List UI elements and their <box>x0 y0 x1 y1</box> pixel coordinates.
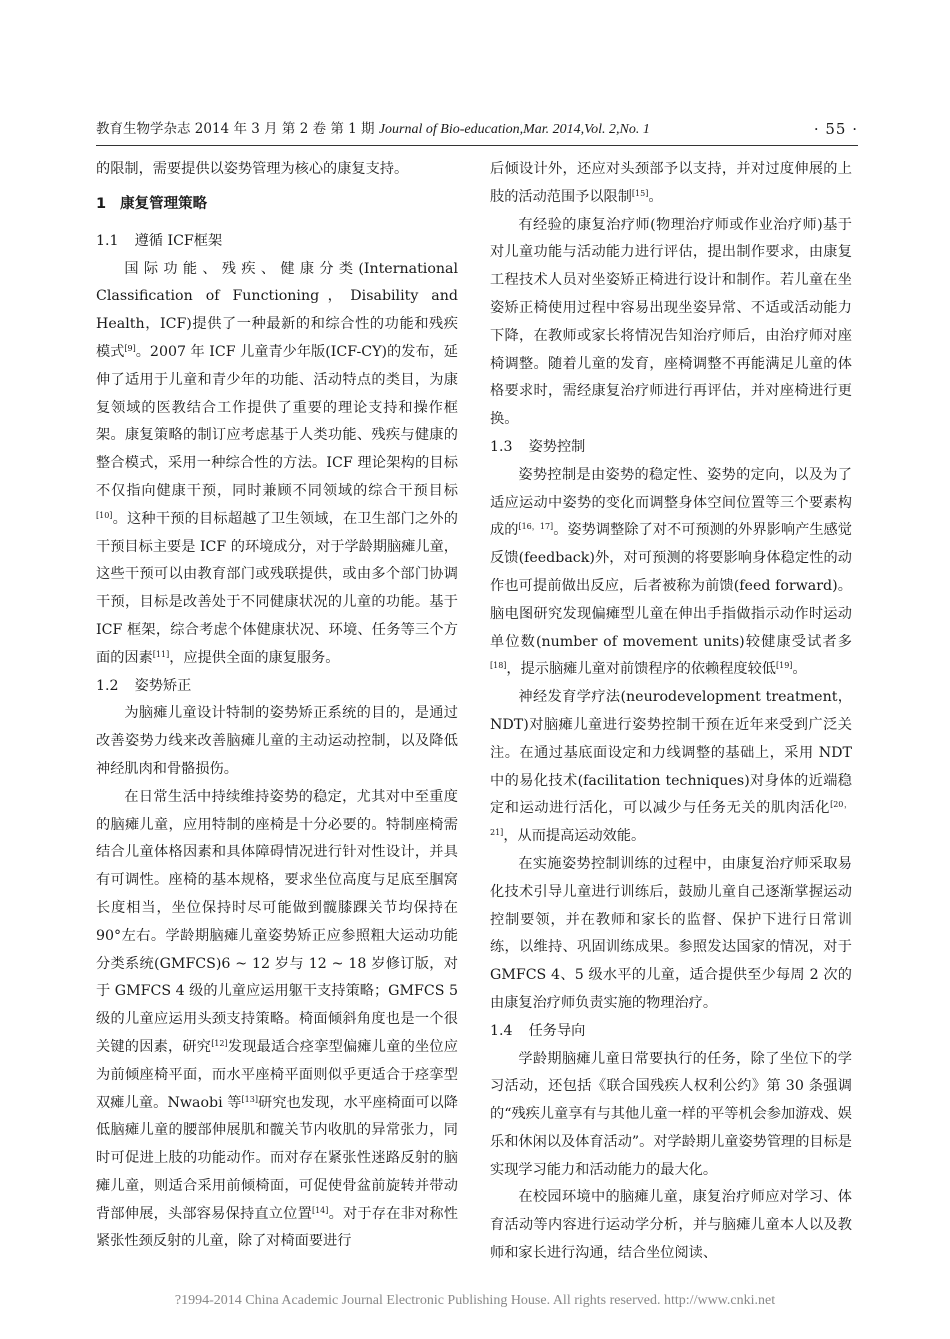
citation: [20，21] <box>490 800 852 838</box>
paragraph: 有经验的康复治疗师(物理治疗师或作业治疗师)基于对儿童功能与活动能力进行评估，提出制作要求，由康复工程技术人员对坐姿矫正椅进行设计和制作。若儿童在坐姿矫正椅使用过程中容易出现坐姿异常、不适或活动能力下降，在教师或家长将情况告知治疗师后，由治疗师对座椅调整。随着儿童的发育，座椅调整不再能满足儿童的体格要求时，需经康复治疗师进行再评估，并对座椅进行更换。 <box>490 216 852 428</box>
subsection-heading <box>96 673 458 701</box>
citation: [10] <box>96 510 113 520</box>
citation: [12] <box>211 1038 228 1048</box>
citation: [13] <box>241 1094 258 1104</box>
running-header <box>96 118 858 140</box>
subsection-number: 1.2 <box>96 677 119 694</box>
section-number: 1 <box>96 195 107 212</box>
subsection-heading <box>96 228 458 256</box>
paragraph: 后倾设计外，还应对头颈部予以支持，并对过度伸展的上肢的活动范围予以限制[15]。 <box>490 161 852 205</box>
paragraph: 姿势控制是由姿势的稳定性、姿势的定向，以及为了适应运动中姿势的变化而调整身体空间位置等三个要素构成的[16，17]。姿势调整除了对不可预测的外界影响产生感觉反馈(feedback)外，对可预测的将要影响身体稳定性的动作也可提前做出反应，后者被称为前馈(feed forward)。脑电图研究发现偏瘫型儿童在伸出手指做指示动作时运动单位数(number of movement units)较健康受试者多[18]，提示脑瘫儿童对前馈程序的依赖程度较低[19]。 <box>490 466 852 678</box>
subsection-heading <box>490 1018 852 1046</box>
citation: [9] <box>124 343 136 353</box>
subsection-heading <box>490 434 852 462</box>
journal-name-cn: 教育生物学杂志 2014 年 3 月 第 2 卷 第 1 期 <box>96 121 375 137</box>
paragraph: 国际功能、残疾、健康分类(International Classification of Functioning，Disability and Health，ICF)提供了一种最新的和综合性的功能和残疾模式[9]。2007 年 ICF 儿童青少年版(ICF-CY)的发布，延伸了适用于儿童和青少年的功能、活动特点的类目，为康复领域的医教结合工作提供了重要的理论支持和操作框架。康复策略的制订应考虑基于人类功能、残疾与健康的整合模式，采用一种综合性的方法。ICF 理论架构的目标不仅指向健康干预，同时兼顾不同领域的综合干预目标[10]。这种干预的目标超越了卫生领域，在卫生部门之外的干预目标主要是 ICF 的环境成分，对于学龄期脑瘫儿童，这些干预可以由教育部门或残联提供，或由多个部门协调干预，目标是改善处于不同健康状况的儿童的功能。基于 ICF 框架，综合考虑个体健康状况、环境、任务等三个方面的因素[11]，应提供全面的康复服务。 <box>96 260 458 666</box>
right-column <box>490 156 852 1268</box>
paragraph: 的限制，需要提供以姿势管理为核心的康复支持。 <box>96 161 409 177</box>
copyright-footer: ?1994-2014 China Academic Journal Electronic Publishing House. All rights reserved. http://www.cnki.net <box>174 1293 776 1308</box>
paragraph: 学龄期脑瘫儿童日常要执行的任务，除了坐位下的学习活动，还包括《联合国残疾人权利公约》第 30 条强调的“残疾儿童享有与其他儿童一样的平等机会参加游戏、娱乐和休闲以及体育活动”。对学龄期儿童姿势管理的目标是实现学习能力和活动能力的最大化。 <box>490 1050 852 1178</box>
subsection-title: 姿势控制 <box>528 438 586 455</box>
section-heading <box>96 184 458 224</box>
section-title: 康复管理策略 <box>120 195 208 212</box>
subsection-number: 1.1 <box>96 232 119 249</box>
subsection-number: 1.3 <box>490 438 513 455</box>
citation: [11] <box>152 649 170 659</box>
citation: [15] <box>631 188 649 198</box>
paragraph: 神经发育学疗法(neurodevelopment treatment，NDT)对脑瘫儿童进行姿势控制干预在近年来受到广泛关注。在通过基底面设定和力线调整的基础上，采用 NDT 中的易化技术(facilitation techniques)对身体的近端稳定和运动进行活化，可以减少与任务无关的肌肉活化[20，21]，从而提高运动效能。 <box>490 689 852 845</box>
paragraph: 在日常生活中持续维持姿势的稳定，尤其对中至重度的脑瘫儿童，应用特制的座椅是十分必要的。特制座椅需结合儿童体格因素和具体障碍情况进行针对性设计，并具有可调性。座椅的基本规格，要求坐位高度与足底至腘窝长度相当，坐位保持时尽可能做到髋膝踝关节均保持在 90°左右。学龄期脑瘫儿童姿势矫正应参照粗大运动功能分类系统(GMFCS)6 ~ 12 岁与 12 ~ 18 岁修订版，对于 GMFCS 4 级的儿童应运用躯干支持策略；GMFCS 5 级的儿童应运用头颈支持策略。椅面倾斜角度也是一个很关键的因素，研究[12]发现最适合痉挛型偏瘫儿童的坐位应为前倾座椅平面，而水平座椅平面则似乎更适合于痉挛型双瘫儿童。Nwaobi 等[13]研究也发现，水平座椅面可以降低脑瘫儿童的腰部伸展肌和髋关节内收肌的异常张力，同时可促进上肢的功能动作。而对存在紧张性迷路反射的脑瘫儿童，则适合采用前倾椅面，可促使骨盆前旋转并带动背部伸展，头部容易保持直立位置[14]。对于存在非对称性紧张性颈反射的儿童，除了对椅面要进行 <box>96 788 458 1250</box>
journal-name-en: Journal of Bio-education,Mar. 2014,Vol. 2,No. 1 <box>378 122 650 137</box>
header-rule <box>96 145 858 146</box>
subsection-title: 姿势矫正 <box>134 677 192 694</box>
page-number: · 55 · <box>813 120 858 138</box>
citation: [14] <box>311 1205 329 1215</box>
journal-citation <box>96 118 650 141</box>
citation: [16，17] <box>518 522 554 532</box>
citation: [19] <box>776 661 793 671</box>
citation: [18] <box>490 661 507 671</box>
subsection-number: 1.4 <box>490 1022 513 1039</box>
paragraph: 在校园环境中的脑瘫儿童，康复治疗师应对学习、体育活动等内容进行运动学分析，并与脑瘫儿童本人以及教师和家长进行沟通，结合坐位阅读、 <box>490 1189 852 1262</box>
subsection-title: 任务导向 <box>528 1022 586 1039</box>
subsection-title: 遵循 ICF框架 <box>134 232 223 249</box>
left-column <box>96 156 458 1256</box>
paragraph: 在实施姿势控制训练的过程中，由康复治疗师采取易化技术引导儿童进行训练后，鼓励儿童自己逐渐掌握运动控制要领，并在教师和家长的监督、保护下进行日常训练，以维持、巩固训练成果。参照发达国家的情况，对于 GMFCS 4、5 级水平的儿童，适合提供至少每周 2 次的由康复治疗师负责实施的物理治疗。 <box>490 855 852 1011</box>
paragraph: 为脑瘫儿童设计特制的姿势矫正系统的目的，是通过改善姿势力线来改善脑瘫儿童的主动运动控制，以及降低神经肌肉和骨骼损伤。 <box>96 705 458 777</box>
